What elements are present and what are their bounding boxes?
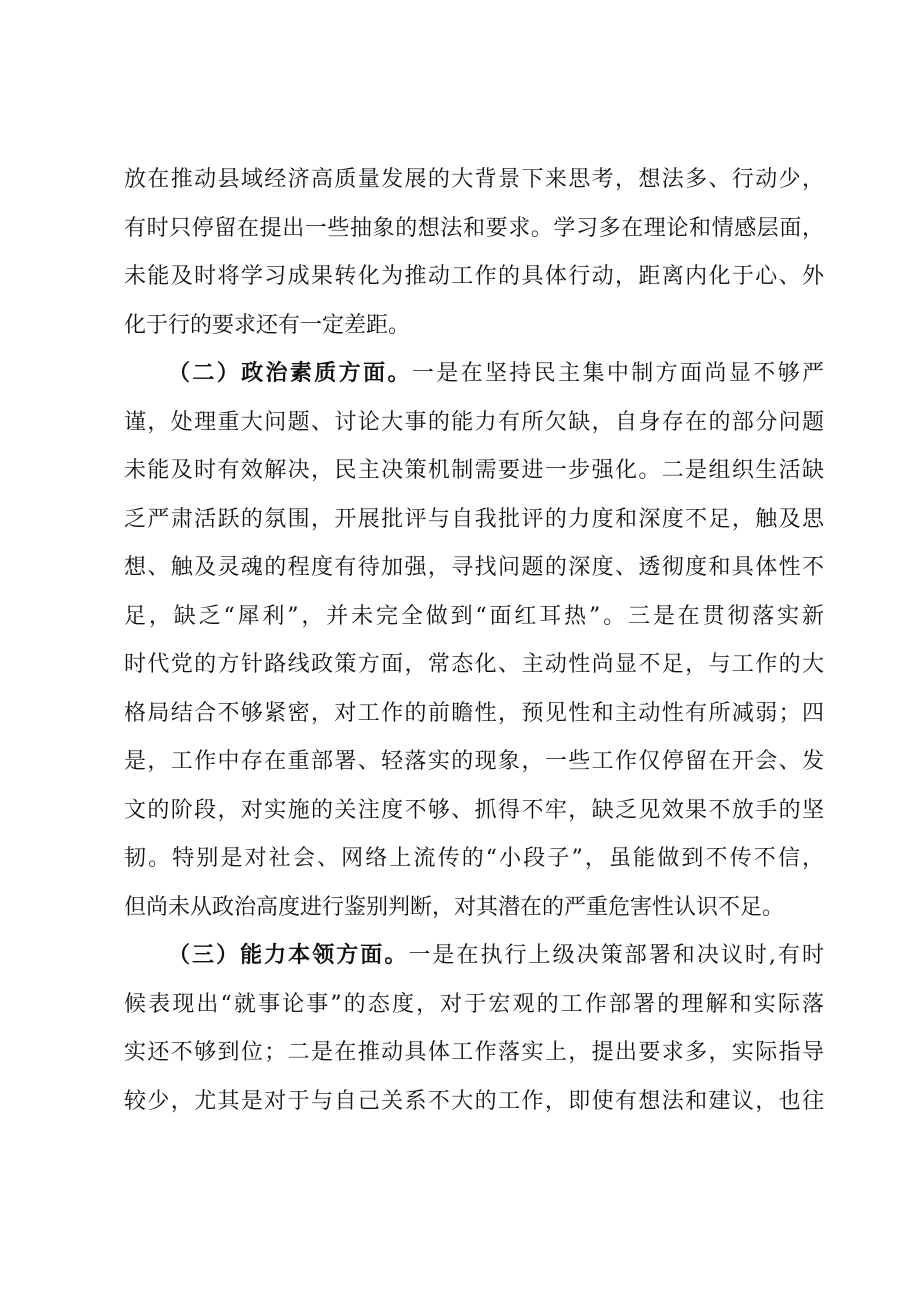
- section-heading-ability: （三）能力本领方面。: [168, 943, 409, 968]
- text-line: 谨，处理重大问题、讨论大事的能力有所欠缺，自身存在的部分问题: [124, 409, 824, 435]
- first-line-text: 一是在执行上级决策部署和决议时,有时: [408, 943, 824, 968]
- text-line: 是，工作中存在重部署、轻落实的现象，一些工作仅停留在开会、发: [124, 749, 824, 774]
- paragraph-first-line: [124, 932, 824, 981]
- text-line: 时代党的方针路线政策方面，常态化、主动性尚显不足，与工作的大: [124, 652, 824, 677]
- text-line: 未能及时有效解决，民主决策机制需要进一步强化。二是组织生活缺: [124, 458, 824, 483]
- text-line: 想、触及灵魂的程度有待加强，寻找问题的深度、透彻度和具体性不: [124, 555, 824, 580]
- text-line: 有时只停留在提出一些抽象的想法和要求。学习多在理论和情感层面，: [124, 215, 824, 241]
- paragraph-ability: [124, 932, 824, 1126]
- text-line: 格局结合不够紧密，对工作的前瞻性，预见性和主动性有所减弱；四: [124, 700, 824, 726]
- text-line: 候表现出“就事论事”的态度，对于宏观的工作部署的理解和实际落: [124, 991, 824, 1017]
- text-line: 乏严肃活跃的氛围，开展批评与自我批评的力度和深度不足，触及思: [124, 506, 824, 532]
- text-line: 但尚未从政治高度进行鉴别判断，对其潜在的严重危害性认识不足。: [124, 894, 785, 920]
- first-line-text: 一是在坚持民主集中制方面尚显不够严: [411, 361, 824, 386]
- text-line: 化于行的要求还有一定差距。: [124, 312, 411, 338]
- text-line: 放在推动县域经济高质量发展的大背景下来思考，想法多、行动少，: [124, 167, 824, 192]
- paragraph-continuation: [124, 156, 824, 350]
- text-line: 较少，尤其是对于与自己关系不大的工作，即使有想法和建议，也往: [124, 1088, 824, 1114]
- section-heading-political-quality: （二）政治素质方面。: [168, 361, 412, 386]
- text-line: 足，缺乏“犀利”，并未完全做到“面红耳热”。三是在贯彻落实新: [124, 603, 824, 629]
- paragraph-first-line: [124, 350, 824, 399]
- text-line: 文的阶段，对实施的关注度不够、抓得不牢，缺乏见效果不放手的坚: [124, 797, 824, 823]
- text-line: 韧。特别是对社会、网络上流传的“小段子”，虽能做到不传不信，: [124, 846, 824, 871]
- document-body: [124, 156, 824, 1126]
- text-line: 实还不够到位；二是在推动具体工作落实上，提出要求多，实际指导: [124, 1040, 824, 1065]
- paragraph-political-quality: [124, 350, 824, 932]
- text-line: 未能及时将学习成果转化为推动工作的具体行动，距离内化于心、外: [124, 264, 824, 289]
